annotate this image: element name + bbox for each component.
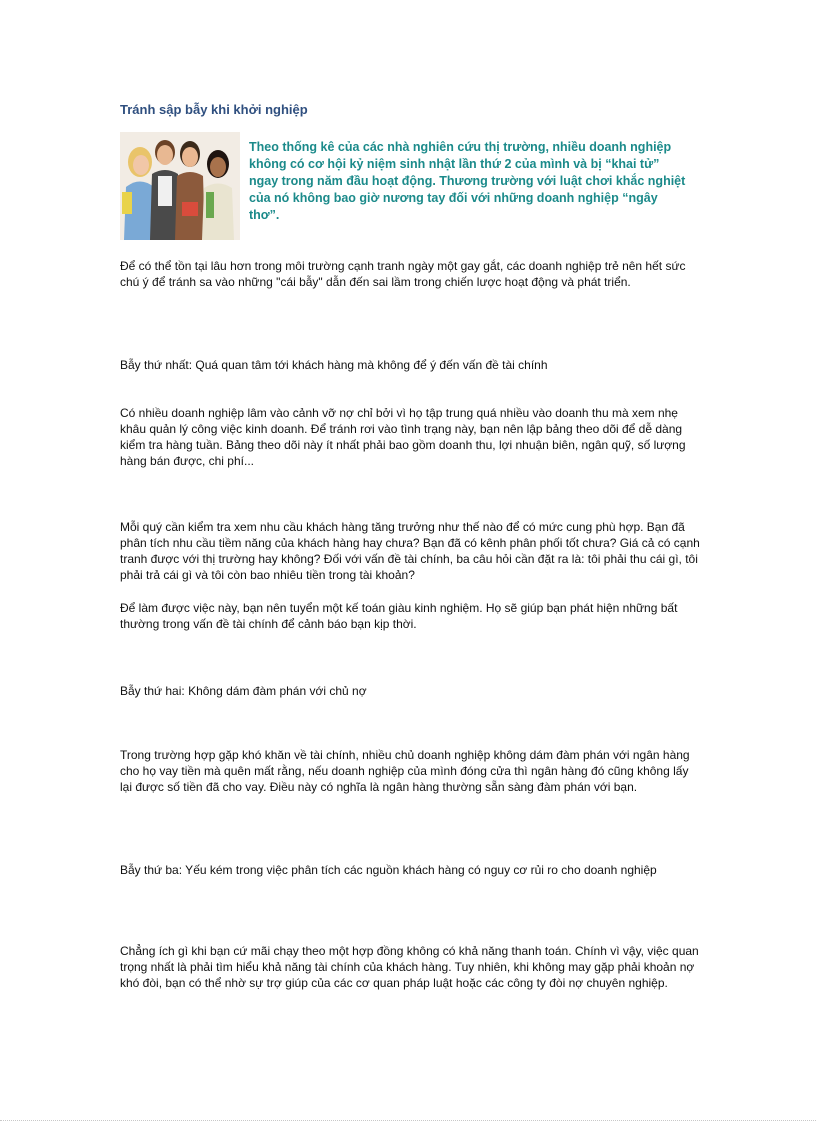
section-heading-1: Bẫy thứ nhất: Quá quan tâm tới khách hàng mà không để ý đến vấn đề tài chính bbox=[120, 358, 548, 372]
section-heading-3: Bẫy thứ ba: Yếu kém trong việc phân tích các nguồn khách hàng có nguy cơ rủi ro cho doanh nghiệp bbox=[120, 863, 657, 877]
paragraph-3: Mỗi quý cần kiểm tra xem nhu cầu khách hàng tăng trưởng như thế nào để có mức cung phù hợp. Bạn đã phân tích nhu cầu tiềm năng của khách hàng hay chưa? Bạn đã có kênh phân phối tốt chưa? Giá cả có cạnh tranh được với thị trường hay không? Đối với vấn đề tài chính, ba câu hỏi cần đặt ra là: tôi phải thu cái gì, tôi phải trả cái gì và tôi còn bao nhiêu tiền trong tài khoản? bbox=[120, 520, 700, 582]
page-bottom-divider bbox=[0, 1120, 816, 1121]
group-photo bbox=[120, 132, 240, 240]
paragraph-6: Chẳng ích gì khi bạn cứ mãi chạy theo một hợp đồng không có khả năng thanh toán. Chính vì vậy, việc quan trọng nhất là phải tìm hiểu khả năng tài chính của khách hàng. Tuy nhiên, khi không may gặp phải khoản nợ khó đòi, bạn có thể nhờ sự trợ giúp của các cơ quan pháp luật hoặc các công ty đòi nợ chuyên nghiệp. bbox=[120, 944, 699, 990]
paragraph-1: Để có thể tồn tại lâu hơn trong môi trường cạnh tranh ngày một gay gắt, các doanh nghiệp trẻ nên hết sức chú ý để tránh sa vào những "cái bẫy" dẫn đến sai lầm trong chiến lược hoạt động và phát triển. bbox=[120, 259, 686, 289]
section-heading-2: Bẫy thứ hai: Không dám đàm phán với chủ nợ bbox=[120, 684, 367, 698]
article-intro: Theo thống kê của các nhà nghiên cứu thị trường, nhiều doanh nghiệp không có cơ hội kỷ niệm sinh nhật lần thứ 2 của mình và bị “khai tử” ngay trong năm đầu hoạt động. Thương trường với luật chơi khắc nghiệt của nó không bao giờ nương tay đối với những doanh nghiệp “ngây thơ”. bbox=[249, 140, 686, 222]
paragraph-5: Trong trường hợp gặp khó khăn về tài chính, nhiều chủ doanh nghiệp không dám đàm phán với ngân hàng cho họ vay tiền mà quên mất rằng, nếu doanh nghiệp của mình đóng cửa thì ngân hàng đó cũng không lấy lại được số tiền đã cho vay. Điều này có nghĩa là ngân hàng thường sẵn sàng đàm phán với bạn. bbox=[120, 748, 690, 794]
paragraph-2: Có nhiều doanh nghiệp lâm vào cảnh vỡ nợ chỉ bởi vì họ tập trung quá nhiều vào doanh thu mà xem nhẹ khâu quản lý công việc kinh doanh. Để tránh rơi vào tình trạng này, bạn nên lập bảng theo dõi để dễ dàng kiểm tra hàng tuần. Bảng theo dõi này ít nhất phải bao gồm doanh thu, lợi nhuận biên, ngân quỹ, số lượng hàng bán được, chi phí... bbox=[120, 406, 686, 468]
paragraph-4: Để làm được việc này, bạn nên tuyển một kế toán giàu kinh nghiệm. Họ sẽ giúp bạn phát hiện những bất thường trong vấn đề tài chính để cảnh báo bạn kịp thời. bbox=[120, 601, 678, 631]
article-title: Tránh sập bẫy khi khởi nghiệp bbox=[120, 102, 308, 117]
